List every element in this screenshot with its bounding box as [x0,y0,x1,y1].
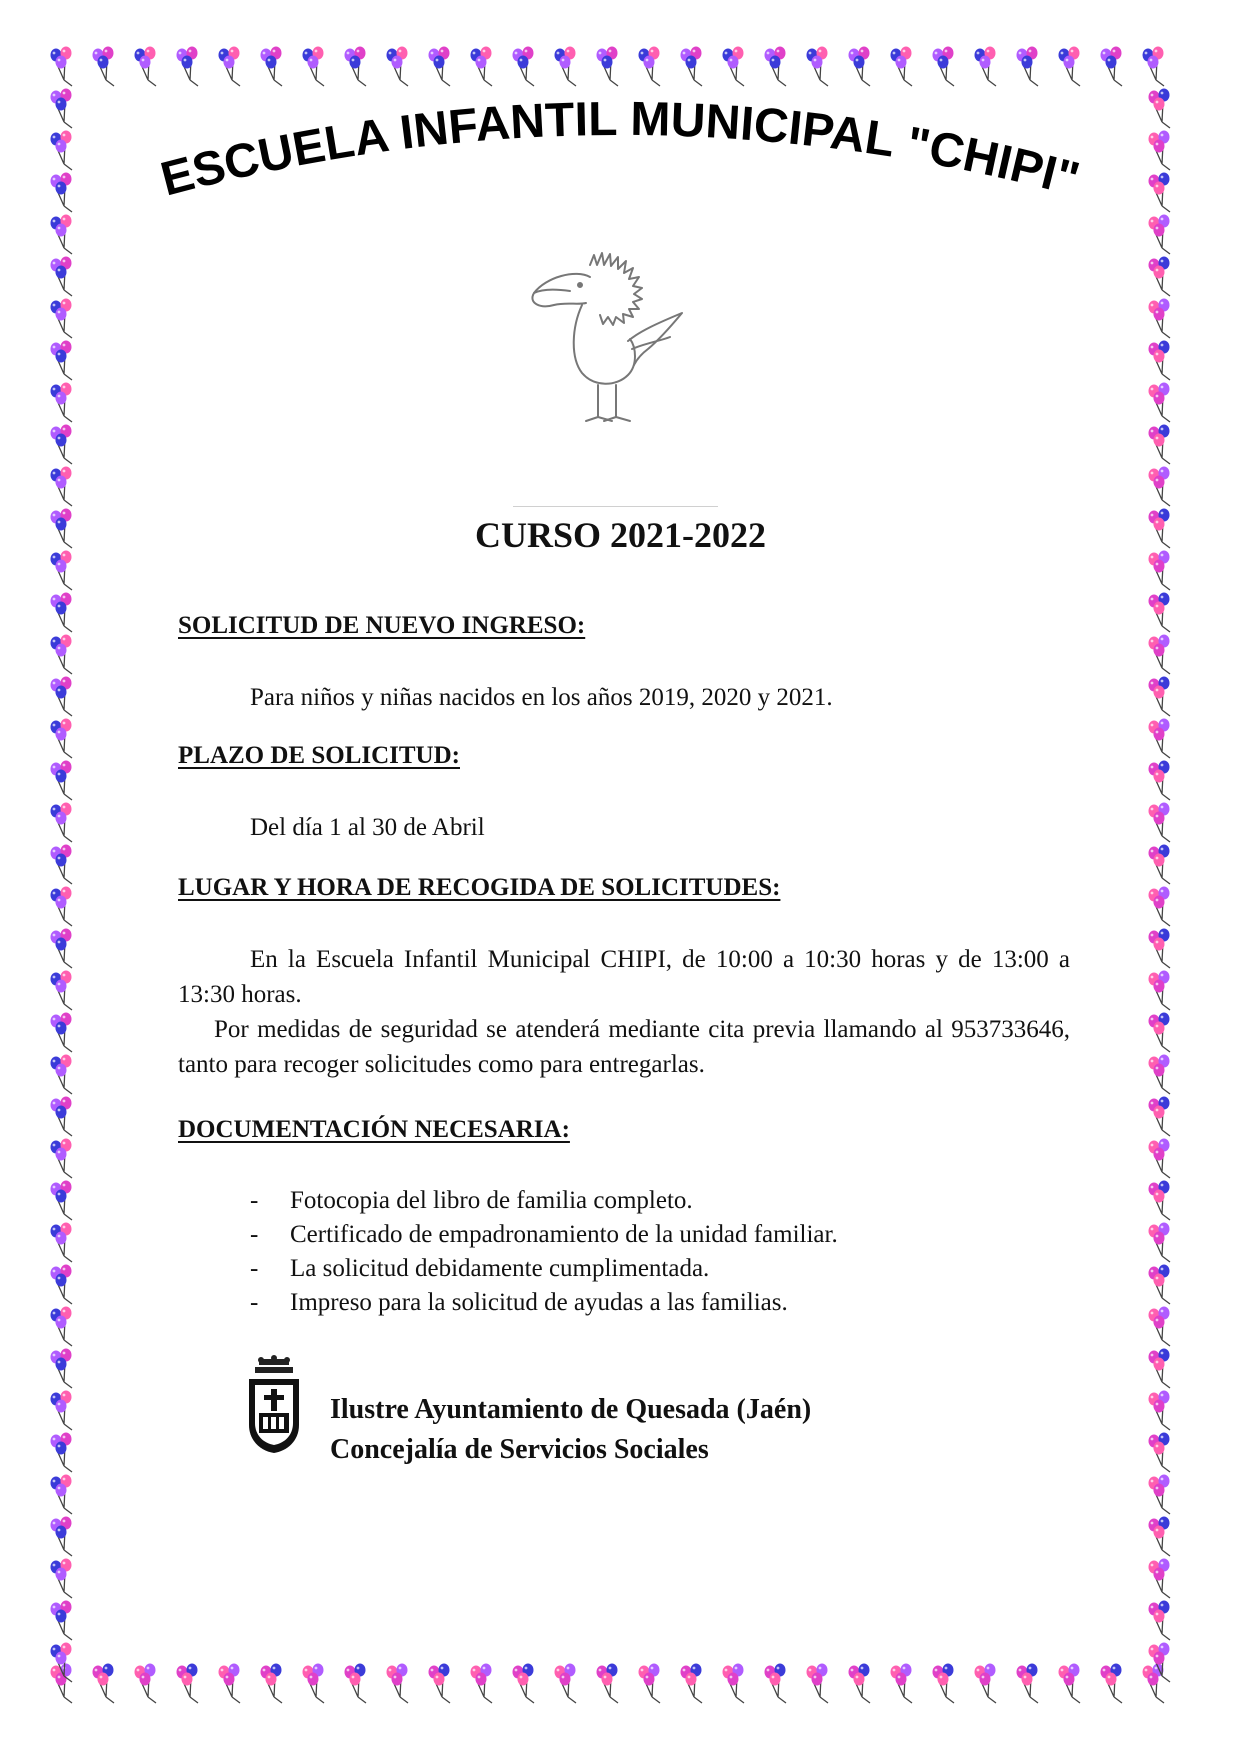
balloon-icon [51,803,73,843]
balloon-icon [1143,1664,1165,1704]
balloon-icon [1149,1097,1171,1137]
balloon-icon [51,761,73,801]
list-item-text: Certificado de empadronamiento de la unidad familiar. [290,1221,838,1248]
balloon-icon [681,1664,703,1704]
balloon-icon [1149,1559,1171,1599]
balloon-icon [1149,1601,1171,1641]
section-text-appointment: Por medidas de seguridad se atenderá mediante cita previa llamando al 953733646, tanto para recoger solicitudes como para entregarlas. [178,1016,1070,1078]
balloon-icon [1149,593,1171,633]
balloon-icon [975,47,997,87]
balloon-icon [1149,467,1171,507]
balloon-icon [1149,1475,1171,1515]
school-title-text: ESCUELA INFANTIL MUNICIPAL "CHIPI" [155,95,1085,207]
balloon-icon [51,677,73,717]
balloon-icon [51,341,73,381]
balloon-icon [1149,1223,1171,1263]
balloon-icon [765,47,787,87]
balloon-icon [51,845,73,885]
balloon-icon [1149,425,1171,465]
balloon-icon [1149,1391,1171,1431]
balloon-icon [639,1664,661,1704]
balloon-icon [1149,845,1171,885]
chipi-mascot-drawing [520,245,730,470]
balloon-icon [51,467,73,507]
balloon-icon [1017,1664,1039,1704]
balloon-icon [1149,803,1171,843]
balloon-icon [1149,1139,1171,1179]
balloon-icon [345,47,367,87]
list-dash: - [250,1255,259,1282]
school-title [80,95,1160,245]
balloon-icon [1149,299,1171,339]
balloon-icon [1149,929,1171,969]
list-dash: - [250,1221,259,1248]
balloon-icon [429,47,451,87]
balloon-icon [303,47,325,87]
balloon-icon [597,1664,619,1704]
balloon-icon [1149,1349,1171,1389]
balloon-icon [51,383,73,423]
balloon-icon [849,1664,871,1704]
balloon-icon [933,1664,955,1704]
balloon-icon [93,47,115,87]
balloon-icon [1149,551,1171,591]
balloon-icon [51,1559,73,1599]
balloon-icon [1101,47,1123,87]
balloon-icon [51,425,73,465]
balloon-icon [51,593,73,633]
section-heading-new-admission: SOLICITUD DE NUEVO INGRESO: [178,612,586,639]
documentation-list [250,1184,838,1320]
balloon-icon [51,929,73,969]
balloon-icon [1149,257,1171,297]
list-item-text: La solicitud debidamente cumplimentada. [290,1255,710,1282]
balloon-icon [51,1307,73,1347]
balloon-icon [51,1349,73,1389]
course-title: CURSO 2021-2022 [474,515,766,555]
balloon-icon [51,89,73,129]
balloon-icon [51,257,73,297]
balloon-icon [429,1664,451,1704]
footer-line-municipality: Ilustre Ayuntamiento de Quesada (Jaén) [330,1394,812,1425]
section-text-deadline: Del día 1 al 30 de Abril [250,814,485,841]
balloon-icon [51,215,73,255]
balloon-icon [1149,1055,1171,1095]
balloon-icon [219,1664,241,1704]
balloon-icon [807,1664,829,1704]
balloon-icon [51,1055,73,1095]
balloon-icon [1149,1307,1171,1347]
footer-line-department: Concejalía de Servicios Sociales [330,1434,709,1465]
balloon-icon [177,47,199,87]
svg-text:ESCUELA INFANTIL MUNICIPAL "CH [156,95,1085,207]
balloon-icon [387,1664,409,1704]
section-text-place-time: En la Escuela Infantil Municipal CHIPI, de 10:00 a 10:30 horas y de 13:00 a 13:30 horas. [178,946,1070,1008]
balloon-icon [51,1265,73,1305]
balloon-icon [135,1664,157,1704]
balloon-icon [471,1664,493,1704]
balloon-icon [597,47,619,87]
balloon-icon [51,1391,73,1431]
balloon-icon [93,1664,115,1704]
list-item-text: Fotocopia del libro de familia completo. [290,1187,693,1214]
balloon-icon [723,47,745,87]
balloon-icon [1149,1181,1171,1221]
balloon-icon [1149,635,1171,675]
balloon-icon [51,971,73,1011]
list-dash: - [250,1289,259,1316]
balloon-icon [1143,47,1165,87]
list-item-text: Impreso para la solicitud de ayudas a las familias. [290,1289,788,1316]
balloon-icon [345,1664,367,1704]
balloon-icon [1149,1517,1171,1557]
balloon-icon [303,1664,325,1704]
balloon-icon [891,47,913,87]
balloon-icon [1017,47,1039,87]
balloon-icon [1059,47,1081,87]
balloon-icon [681,47,703,87]
balloon-icon [51,1601,73,1641]
balloon-icon [1149,971,1171,1011]
footer-signature [330,1390,811,1470]
balloon-icon [51,1223,73,1263]
balloon-icon [1149,1013,1171,1053]
section-heading-documentation: DOCUMENTACIÓN NECESARIA: [178,1116,570,1143]
balloon-icon [51,131,73,171]
balloon-icon [1101,1664,1123,1704]
balloon-icon [639,47,661,87]
balloon-icon [1149,1265,1171,1305]
balloon-icon [51,719,73,759]
balloon-icon [219,47,241,87]
balloon-icon [933,47,955,87]
balloon-icon [891,1664,913,1704]
list-dash: - [250,1187,259,1214]
balloon-icon [555,1664,577,1704]
balloon-icon [975,1664,997,1704]
list-item [250,1286,838,1320]
balloon-icon [1149,719,1171,759]
list-item [250,1252,838,1286]
balloon-icon [1149,677,1171,717]
balloon-icon [51,635,73,675]
balloon-icon [51,1433,73,1473]
balloon-icon [51,1097,73,1137]
balloon-icon [51,551,73,591]
balloon-icon [261,1664,283,1704]
balloon-icon [261,47,283,87]
list-item [250,1218,838,1252]
balloon-icon [1149,761,1171,801]
balloon-icon [555,47,577,87]
balloon-icon [51,1517,73,1557]
municipal-coat-of-arms-icon [245,1355,303,1455]
balloon-icon [1149,383,1171,423]
balloon-icon [51,1139,73,1179]
balloon-icon [1149,341,1171,381]
balloon-icon [51,47,73,87]
balloon-icon [849,47,871,87]
balloon-icon [1149,1433,1171,1473]
balloon-icon [51,887,73,927]
section-text-new-admission: Para niños y niñas nacidos en los años 2019, 2020 y 2021. [250,684,833,711]
balloon-icon [51,299,73,339]
balloon-icon [471,47,493,87]
balloon-icon [51,1181,73,1221]
balloon-icon [387,47,409,87]
balloon-icon [51,1475,73,1515]
list-item [250,1184,838,1218]
balloon-icon [177,1664,199,1704]
balloon-icon [513,1664,535,1704]
balloon-icon [807,47,829,87]
balloon-icon [51,173,73,213]
balloon-icon [51,1013,73,1053]
balloon-icon [135,47,157,87]
balloon-icon [765,1664,787,1704]
balloon-icon [1149,887,1171,927]
section-heading-deadline: PLAZO DE SOLICITUD: [178,742,460,769]
balloon-icon [1059,1664,1081,1704]
balloon-icon [513,47,535,87]
balloon-icon [723,1664,745,1704]
drawing-underline [513,506,718,507]
section-heading-place-time: LUGAR Y HORA DE RECOGIDA DE SOLICITUDES: [178,874,781,901]
